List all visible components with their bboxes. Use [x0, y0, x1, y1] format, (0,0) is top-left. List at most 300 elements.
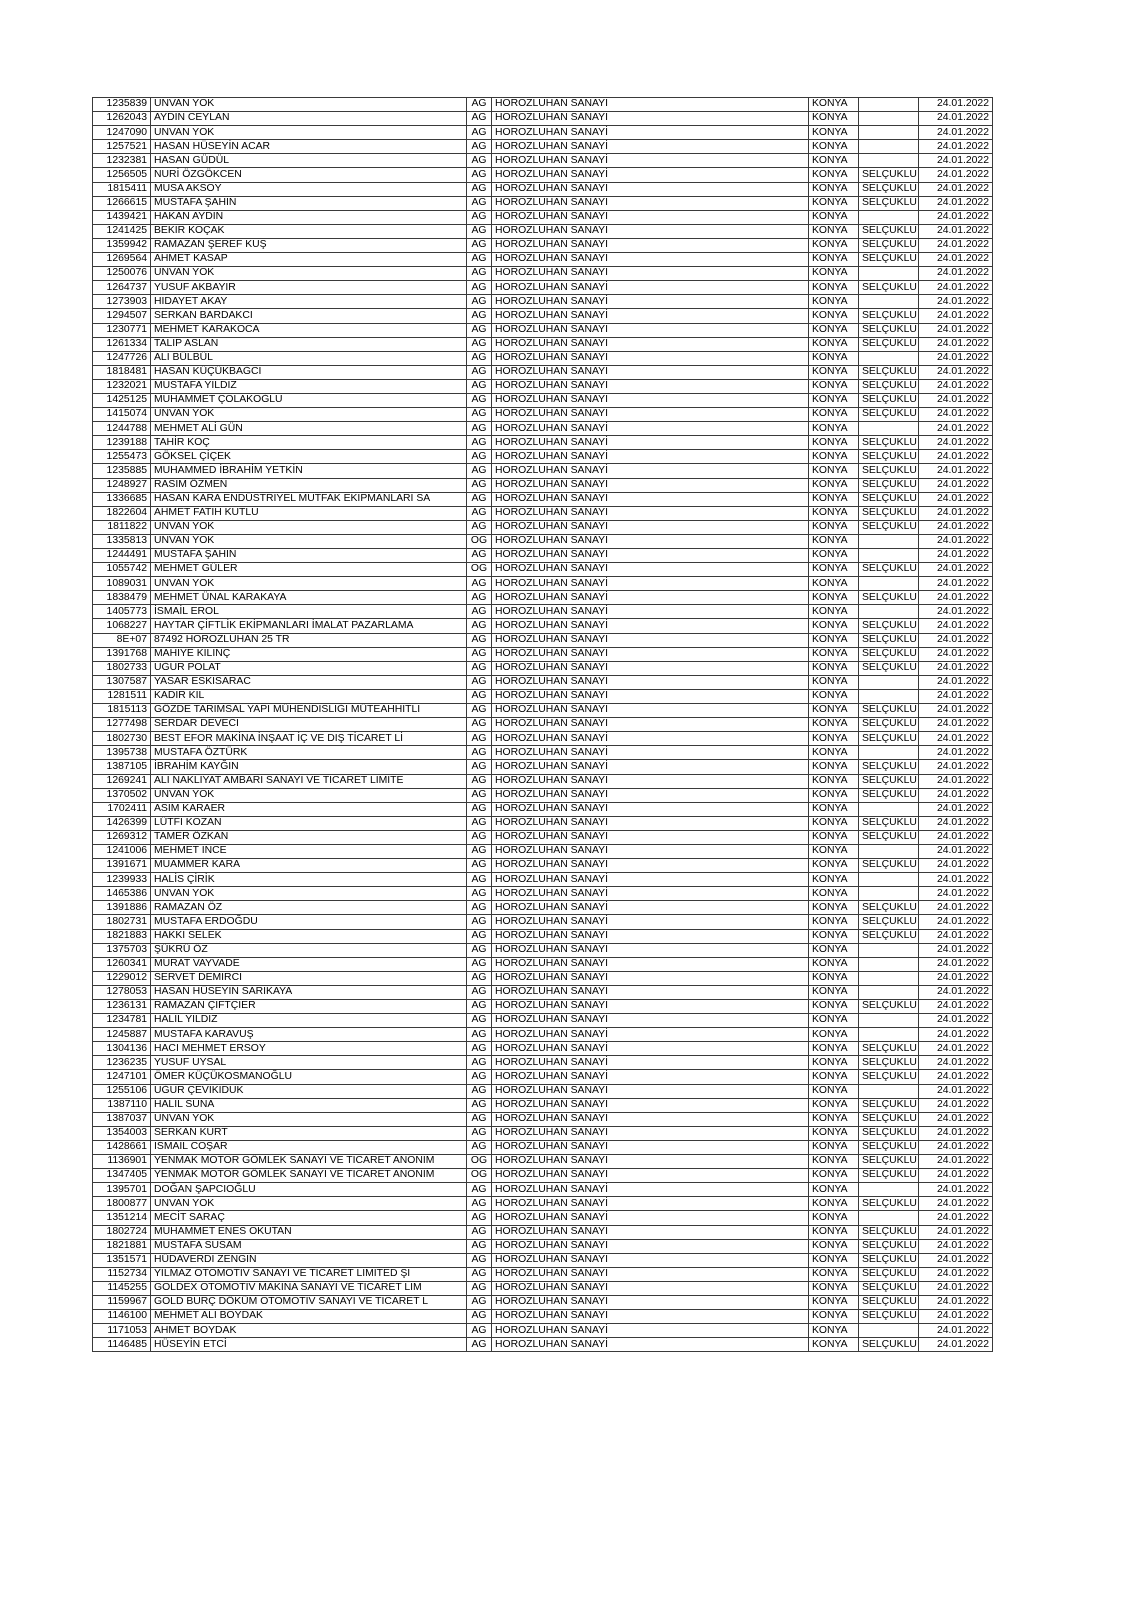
cell-id[interactable]: 1391768 — [93, 647, 151, 661]
cell-type[interactable]: AG — [467, 168, 492, 182]
cell-region[interactable]: HOROZLUHAN SANAYİ — [492, 1098, 809, 1112]
table-row[interactable] — [93, 365, 993, 379]
cell-district[interactable] — [859, 98, 919, 112]
cell-date[interactable]: 24.01.2022 — [919, 985, 993, 999]
cell-type[interactable]: AG — [467, 704, 492, 718]
cell-district[interactable]: SELÇUKLU — [859, 591, 919, 605]
cell-city[interactable]: KONYA — [809, 492, 859, 506]
cell-id[interactable]: 1294507 — [93, 309, 151, 323]
cell-region[interactable]: HOROZLUHAN SANAYİ — [492, 182, 809, 196]
cell-type[interactable]: AG — [467, 98, 492, 112]
cell-type[interactable]: AG — [467, 1225, 492, 1239]
table-row[interactable] — [93, 985, 993, 999]
cell-date[interactable]: 24.01.2022 — [919, 1239, 993, 1253]
cell-date[interactable]: 24.01.2022 — [919, 647, 993, 661]
cell-type[interactable]: AG — [467, 774, 492, 788]
cell-name[interactable]: UNVAN YOK — [151, 1112, 467, 1126]
cell-name[interactable]: HAKAN AYDIN — [151, 210, 467, 224]
cell-date[interactable]: 24.01.2022 — [919, 1338, 993, 1352]
cell-type[interactable]: AG — [467, 506, 492, 520]
cell-name[interactable]: HÜSEYİN ETCİ — [151, 1338, 467, 1352]
cell-id[interactable]: 1257521 — [93, 140, 151, 154]
cell-date[interactable]: 24.01.2022 — [919, 1310, 993, 1324]
cell-id[interactable]: 1802724 — [93, 1225, 151, 1239]
table-row[interactable] — [93, 957, 993, 971]
cell-city[interactable]: KONYA — [809, 436, 859, 450]
cell-region[interactable]: HOROZLUHAN SANAYİ — [492, 1225, 809, 1239]
cell-date[interactable]: 24.01.2022 — [919, 422, 993, 436]
cell-type[interactable]: AG — [467, 1197, 492, 1211]
table-row[interactable] — [93, 732, 993, 746]
table-row[interactable] — [93, 1042, 993, 1056]
cell-date[interactable]: 24.01.2022 — [919, 436, 993, 450]
cell-id[interactable]: 1273903 — [93, 295, 151, 309]
table-row[interactable] — [93, 971, 993, 985]
cell-region[interactable]: HOROZLUHAN SANAYİ — [492, 140, 809, 154]
cell-name[interactable]: AHMET BOYDAK — [151, 1324, 467, 1338]
table-row[interactable] — [93, 1014, 993, 1028]
cell-district[interactable]: SELÇUKLU — [859, 1126, 919, 1140]
cell-district[interactable]: SELÇUKLU — [859, 365, 919, 379]
cell-id[interactable]: 1145255 — [93, 1281, 151, 1295]
cell-type[interactable]: AG — [467, 140, 492, 154]
table-row[interactable] — [93, 873, 993, 887]
cell-name[interactable]: TAHİR KOÇ — [151, 436, 467, 450]
cell-date[interactable]: 24.01.2022 — [919, 168, 993, 182]
cell-date[interactable]: 24.01.2022 — [919, 563, 993, 577]
cell-type[interactable]: AG — [467, 422, 492, 436]
cell-district[interactable]: SELÇUKLU — [859, 1155, 919, 1169]
cell-city[interactable]: KONYA — [809, 1126, 859, 1140]
cell-name[interactable]: MEHMET GÜLER — [151, 563, 467, 577]
cell-region[interactable]: HOROZLUHAN SANAYİ — [492, 1155, 809, 1169]
cell-name[interactable]: HASAN GÜDÜL — [151, 154, 467, 168]
cell-type[interactable]: AG — [467, 788, 492, 802]
cell-name[interactable]: ŞÜKRÜ ÖZ — [151, 943, 467, 957]
cell-id[interactable]: 1089031 — [93, 577, 151, 591]
cell-date[interactable]: 24.01.2022 — [919, 675, 993, 689]
cell-type[interactable]: AG — [467, 1042, 492, 1056]
cell-city[interactable]: KONYA — [809, 760, 859, 774]
cell-name[interactable]: NURİ ÖZGÖKCEN — [151, 168, 467, 182]
cell-name[interactable]: UNVAN YOK — [151, 577, 467, 591]
table-row[interactable] — [93, 182, 993, 196]
table-row[interactable] — [93, 1211, 993, 1225]
cell-city[interactable]: KONYA — [809, 182, 859, 196]
cell-id[interactable]: 1241006 — [93, 844, 151, 858]
cell-region[interactable]: HOROZLUHAN SANAYİ — [492, 1014, 809, 1028]
cell-date[interactable]: 24.01.2022 — [919, 661, 993, 675]
cell-region[interactable]: HOROZLUHAN SANAYİ — [492, 901, 809, 915]
cell-region[interactable]: HOROZLUHAN SANAYİ — [492, 351, 809, 365]
cell-name[interactable]: DOĞAN ŞAPCIOĞLU — [151, 1183, 467, 1197]
cell-date[interactable]: 24.01.2022 — [919, 506, 993, 520]
cell-region[interactable]: HOROZLUHAN SANAYİ — [492, 1112, 809, 1126]
cell-date[interactable]: 24.01.2022 — [919, 98, 993, 112]
cell-city[interactable]: KONYA — [809, 647, 859, 661]
cell-district[interactable] — [859, 985, 919, 999]
cell-city[interactable]: KONYA — [809, 971, 859, 985]
cell-id[interactable]: 1359942 — [93, 238, 151, 252]
cell-date[interactable]: 24.01.2022 — [919, 309, 993, 323]
cell-city[interactable]: KONYA — [809, 577, 859, 591]
cell-name[interactable]: YENMAK MOTOR GÖMLEK SANAYİ VE TİCARET ANONİM — [151, 1169, 467, 1183]
cell-type[interactable]: AG — [467, 1183, 492, 1197]
cell-region[interactable]: HOROZLUHAN SANAYİ — [492, 647, 809, 661]
cell-date[interactable]: 24.01.2022 — [919, 788, 993, 802]
cell-type[interactable]: AG — [467, 1028, 492, 1042]
cell-id[interactable]: 1838479 — [93, 591, 151, 605]
table-row[interactable] — [93, 210, 993, 224]
cell-type[interactable]: AG — [467, 1310, 492, 1324]
cell-date[interactable]: 24.01.2022 — [919, 887, 993, 901]
cell-id[interactable]: 1255106 — [93, 1084, 151, 1098]
cell-district[interactable]: SELÇUKLU — [859, 309, 919, 323]
cell-type[interactable]: AG — [467, 337, 492, 351]
cell-region[interactable]: HOROZLUHAN SANAYİ — [492, 1056, 809, 1070]
table-row[interactable] — [93, 196, 993, 210]
cell-type[interactable]: AG — [467, 873, 492, 887]
cell-type[interactable]: AG — [467, 732, 492, 746]
cell-city[interactable]: KONYA — [809, 478, 859, 492]
cell-city[interactable]: KONYA — [809, 1197, 859, 1211]
cell-name[interactable]: RAMAZAN ŞEREF KUŞ — [151, 238, 467, 252]
cell-district[interactable]: SELÇUKLU — [859, 520, 919, 534]
cell-city[interactable]: KONYA — [809, 802, 859, 816]
cell-id[interactable]: 1247726 — [93, 351, 151, 365]
cell-name[interactable]: İSMAİL COŞAR — [151, 1140, 467, 1154]
cell-id[interactable]: 1811822 — [93, 520, 151, 534]
cell-region[interactable]: HOROZLUHAN SANAYİ — [492, 168, 809, 182]
cell-name[interactable]: UNVAN YOK — [151, 126, 467, 140]
cell-id[interactable]: 1278053 — [93, 985, 151, 999]
cell-region[interactable]: HOROZLUHAN SANAYİ — [492, 1239, 809, 1253]
cell-district[interactable]: SELÇUKLU — [859, 196, 919, 210]
cell-id[interactable]: 1247101 — [93, 1070, 151, 1084]
table-row[interactable] — [93, 1084, 993, 1098]
cell-city[interactable]: KONYA — [809, 196, 859, 210]
cell-city[interactable]: KONYA — [809, 351, 859, 365]
cell-date[interactable]: 24.01.2022 — [919, 549, 993, 563]
cell-region[interactable]: HOROZLUHAN SANAYİ — [492, 126, 809, 140]
cell-region[interactable]: HOROZLUHAN SANAYİ — [492, 689, 809, 703]
cell-region[interactable]: HOROZLUHAN SANAYİ — [492, 98, 809, 112]
cell-id[interactable]: 1802730 — [93, 732, 151, 746]
cell-city[interactable]: KONYA — [809, 774, 859, 788]
cell-name[interactable]: KADİR KIL — [151, 689, 467, 703]
cell-city[interactable]: KONYA — [809, 591, 859, 605]
cell-city[interactable]: KONYA — [809, 1112, 859, 1126]
cell-city[interactable]: KONYA — [809, 224, 859, 238]
cell-city[interactable]: KONYA — [809, 154, 859, 168]
cell-city[interactable]: KONYA — [809, 619, 859, 633]
cell-date[interactable]: 24.01.2022 — [919, 619, 993, 633]
table-row[interactable] — [93, 647, 993, 661]
cell-date[interactable]: 24.01.2022 — [919, 1070, 993, 1084]
cell-id[interactable]: 1235885 — [93, 464, 151, 478]
cell-name[interactable]: HACI MEHMET ERSOY — [151, 1042, 467, 1056]
cell-type[interactable]: AG — [467, 464, 492, 478]
cell-region[interactable]: HOROZLUHAN SANAYİ — [492, 154, 809, 168]
table-row[interactable] — [93, 393, 993, 407]
cell-region[interactable]: HOROZLUHAN SANAYİ — [492, 1140, 809, 1154]
table-row[interactable] — [93, 253, 993, 267]
cell-type[interactable]: AG — [467, 816, 492, 830]
cell-city[interactable]: KONYA — [809, 98, 859, 112]
cell-type[interactable]: AG — [467, 971, 492, 985]
cell-date[interactable]: 24.01.2022 — [919, 1084, 993, 1098]
cell-id[interactable]: 1235839 — [93, 98, 151, 112]
cell-id[interactable]: 1269312 — [93, 830, 151, 844]
cell-city[interactable]: KONYA — [809, 816, 859, 830]
cell-type[interactable]: AG — [467, 901, 492, 915]
cell-id[interactable]: 1244491 — [93, 549, 151, 563]
cell-district[interactable] — [859, 1211, 919, 1225]
cell-region[interactable]: HOROZLUHAN SANAYİ — [492, 549, 809, 563]
cell-date[interactable]: 24.01.2022 — [919, 534, 993, 548]
cell-name[interactable]: MUSTAFA YILDIZ — [151, 379, 467, 393]
cell-type[interactable]: AG — [467, 309, 492, 323]
cell-district[interactable]: SELÇUKLU — [859, 1295, 919, 1309]
cell-id[interactable]: 1229012 — [93, 971, 151, 985]
cell-district[interactable]: SELÇUKLU — [859, 323, 919, 337]
table-row[interactable] — [93, 633, 993, 647]
cell-region[interactable]: HOROZLUHAN SANAYİ — [492, 619, 809, 633]
cell-city[interactable]: KONYA — [809, 1267, 859, 1281]
cell-region[interactable]: HOROZLUHAN SANAYİ — [492, 774, 809, 788]
cell-date[interactable]: 24.01.2022 — [919, 929, 993, 943]
cell-date[interactable]: 24.01.2022 — [919, 408, 993, 422]
table-row[interactable] — [93, 112, 993, 126]
table-row[interactable] — [93, 323, 993, 337]
table-row[interactable] — [93, 718, 993, 732]
cell-date[interactable]: 24.01.2022 — [919, 337, 993, 351]
cell-date[interactable]: 24.01.2022 — [919, 196, 993, 210]
cell-type[interactable]: AG — [467, 661, 492, 675]
cell-type[interactable]: AG — [467, 549, 492, 563]
cell-region[interactable]: HOROZLUHAN SANAYİ — [492, 661, 809, 675]
cell-district[interactable]: SELÇUKLU — [859, 1281, 919, 1295]
cell-region[interactable]: HOROZLUHAN SANAYİ — [492, 238, 809, 252]
cell-type[interactable]: AG — [467, 1084, 492, 1098]
cell-district[interactable] — [859, 971, 919, 985]
cell-name[interactable]: MEHMET KARAKOCA — [151, 323, 467, 337]
cell-city[interactable]: KONYA — [809, 1310, 859, 1324]
cell-region[interactable]: HOROZLUHAN SANAYİ — [492, 633, 809, 647]
cell-district[interactable]: SELÇUKLU — [859, 661, 919, 675]
cell-name[interactable]: AHMET FATİH KUTLU — [151, 506, 467, 520]
table-row[interactable] — [93, 830, 993, 844]
cell-region[interactable]: HOROZLUHAN SANAYİ — [492, 224, 809, 238]
cell-type[interactable]: AG — [467, 379, 492, 393]
cell-id[interactable]: 1815113 — [93, 704, 151, 718]
cell-city[interactable]: KONYA — [809, 830, 859, 844]
cell-region[interactable]: HOROZLUHAN SANAYİ — [492, 1169, 809, 1183]
cell-name[interactable]: İBRAHİM KAYĞIN — [151, 760, 467, 774]
cell-date[interactable]: 24.01.2022 — [919, 1253, 993, 1267]
cell-type[interactable]: AG — [467, 281, 492, 295]
cell-id[interactable]: 1336685 — [93, 492, 151, 506]
cell-id[interactable]: 1230771 — [93, 323, 151, 337]
cell-city[interactable]: KONYA — [809, 901, 859, 915]
cell-date[interactable]: 24.01.2022 — [919, 323, 993, 337]
table-row[interactable] — [93, 464, 993, 478]
cell-date[interactable]: 24.01.2022 — [919, 281, 993, 295]
cell-city[interactable]: KONYA — [809, 929, 859, 943]
cell-type[interactable]: AG — [467, 957, 492, 971]
cell-date[interactable]: 24.01.2022 — [919, 520, 993, 534]
cell-type[interactable]: AG — [467, 450, 492, 464]
cell-name[interactable]: HASAN HÜSEYİN ACAR — [151, 140, 467, 154]
cell-city[interactable]: KONYA — [809, 563, 859, 577]
table-row[interactable] — [93, 1225, 993, 1239]
cell-city[interactable]: KONYA — [809, 859, 859, 873]
cell-date[interactable]: 24.01.2022 — [919, 1169, 993, 1183]
cell-type[interactable]: AG — [467, 887, 492, 901]
cell-city[interactable]: KONYA — [809, 295, 859, 309]
cell-district[interactable]: SELÇUKLU — [859, 1112, 919, 1126]
cell-date[interactable]: 24.01.2022 — [919, 464, 993, 478]
cell-city[interactable]: KONYA — [809, 140, 859, 154]
table-row[interactable] — [93, 267, 993, 281]
table-row[interactable] — [93, 98, 993, 112]
cell-district[interactable] — [859, 267, 919, 281]
cell-id[interactable]: 1415074 — [93, 408, 151, 422]
cell-city[interactable]: KONYA — [809, 534, 859, 548]
cell-district[interactable]: SELÇUKLU — [859, 436, 919, 450]
cell-city[interactable]: KONYA — [809, 1324, 859, 1338]
cell-name[interactable]: UNVAN YOK — [151, 267, 467, 281]
cell-id[interactable]: 1821883 — [93, 929, 151, 943]
cell-district[interactable]: SELÇUKLU — [859, 563, 919, 577]
cell-type[interactable]: AG — [467, 591, 492, 605]
cell-district[interactable]: SELÇUKLU — [859, 929, 919, 943]
cell-id[interactable]: 1375703 — [93, 943, 151, 957]
cell-city[interactable]: KONYA — [809, 267, 859, 281]
cell-id[interactable]: 1702411 — [93, 802, 151, 816]
table-row[interactable] — [93, 337, 993, 351]
cell-district[interactable]: SELÇUKLU — [859, 1140, 919, 1154]
cell-city[interactable]: KONYA — [809, 605, 859, 619]
table-row[interactable] — [93, 675, 993, 689]
table-row[interactable] — [93, 704, 993, 718]
cell-type[interactable]: AG — [467, 238, 492, 252]
cell-id[interactable]: 1236235 — [93, 1056, 151, 1070]
table-row[interactable] — [93, 901, 993, 915]
table-row[interactable] — [93, 140, 993, 154]
cell-id[interactable]: 1277498 — [93, 718, 151, 732]
cell-region[interactable]: HOROZLUHAN SANAYİ — [492, 520, 809, 534]
cell-name[interactable]: YUSUF UYSAL — [151, 1056, 467, 1070]
cell-region[interactable]: HOROZLUHAN SANAYİ — [492, 253, 809, 267]
cell-district[interactable]: SELÇUKLU — [859, 633, 919, 647]
table-row[interactable] — [93, 1183, 993, 1197]
cell-type[interactable]: AG — [467, 746, 492, 760]
cell-id[interactable]: 1800877 — [93, 1197, 151, 1211]
cell-name[interactable]: UNVAN YOK — [151, 534, 467, 548]
cell-id[interactable]: 1262043 — [93, 112, 151, 126]
table-row[interactable] — [93, 224, 993, 238]
cell-region[interactable]: HOROZLUHAN SANAYİ — [492, 1211, 809, 1225]
cell-city[interactable]: KONYA — [809, 393, 859, 407]
cell-name[interactable]: UĞUR ÇEVİKİDUK — [151, 1084, 467, 1098]
cell-city[interactable]: KONYA — [809, 408, 859, 422]
cell-district[interactable]: SELÇUKLU — [859, 492, 919, 506]
cell-type[interactable]: AG — [467, 675, 492, 689]
cell-district[interactable]: SELÇUKLU — [859, 830, 919, 844]
cell-type[interactable]: AG — [467, 802, 492, 816]
cell-name[interactable]: UNVAN YOK — [151, 520, 467, 534]
cell-district[interactable]: SELÇUKLU — [859, 760, 919, 774]
cell-region[interactable]: HOROZLUHAN SANAYİ — [492, 718, 809, 732]
cell-name[interactable]: YUSUF AKBAYIR — [151, 281, 467, 295]
cell-type[interactable]: AG — [467, 859, 492, 873]
cell-id[interactable]: 1250076 — [93, 267, 151, 281]
cell-region[interactable]: HOROZLUHAN SANAYİ — [492, 492, 809, 506]
cell-city[interactable]: KONYA — [809, 323, 859, 337]
cell-name[interactable]: YENMAK MOTOR GÖMLEK SANAYİ VE TİCARET ANONİM — [151, 1155, 467, 1169]
cell-city[interactable]: KONYA — [809, 450, 859, 464]
cell-date[interactable]: 24.01.2022 — [919, 1281, 993, 1295]
cell-region[interactable]: HOROZLUHAN SANAYİ — [492, 379, 809, 393]
table-row[interactable] — [93, 1155, 993, 1169]
table-row[interactable] — [93, 746, 993, 760]
cell-date[interactable]: 24.01.2022 — [919, 253, 993, 267]
cell-region[interactable]: HOROZLUHAN SANAYİ — [492, 830, 809, 844]
cell-district[interactable] — [859, 1324, 919, 1338]
cell-name[interactable]: HÜDAVERDİ ZENGİN — [151, 1253, 467, 1267]
cell-region[interactable]: HOROZLUHAN SANAYİ — [492, 1267, 809, 1281]
cell-city[interactable]: KONYA — [809, 337, 859, 351]
cell-city[interactable]: KONYA — [809, 1056, 859, 1070]
cell-district[interactable] — [859, 943, 919, 957]
cell-district[interactable]: SELÇUKLU — [859, 238, 919, 252]
cell-id[interactable]: 1260341 — [93, 957, 151, 971]
cell-name[interactable]: MUSA AKSOY — [151, 182, 467, 196]
cell-name[interactable]: MEHMET İNCE — [151, 844, 467, 858]
cell-name[interactable]: MURAT VAYVADE — [151, 957, 467, 971]
cell-type[interactable]: AG — [467, 393, 492, 407]
cell-district[interactable]: SELÇUKLU — [859, 1070, 919, 1084]
table-row[interactable] — [93, 379, 993, 393]
table-row[interactable] — [93, 1253, 993, 1267]
cell-city[interactable]: KONYA — [809, 1183, 859, 1197]
cell-district[interactable]: SELÇUKLU — [859, 464, 919, 478]
table-row[interactable] — [93, 168, 993, 182]
cell-date[interactable]: 24.01.2022 — [919, 365, 993, 379]
cell-name[interactable]: HAYTAR ÇİFTLİK EKİPMANLARI İMALAT PAZARLAMA — [151, 619, 467, 633]
cell-date[interactable]: 24.01.2022 — [919, 802, 993, 816]
table-row[interactable] — [93, 126, 993, 140]
cell-id[interactable]: 1255473 — [93, 450, 151, 464]
cell-region[interactable]: HOROZLUHAN SANAYİ — [492, 436, 809, 450]
cell-region[interactable]: HOROZLUHAN SANAYİ — [492, 788, 809, 802]
table-row[interactable] — [93, 887, 993, 901]
cell-date[interactable]: 24.01.2022 — [919, 901, 993, 915]
cell-type[interactable]: AG — [467, 1239, 492, 1253]
cell-name[interactable]: MUSTAFA SUSAM — [151, 1239, 467, 1253]
cell-district[interactable]: SELÇUKLU — [859, 281, 919, 295]
cell-city[interactable]: KONYA — [809, 746, 859, 760]
cell-type[interactable]: AG — [467, 929, 492, 943]
cell-district[interactable] — [859, 1084, 919, 1098]
cell-type[interactable]: AG — [467, 830, 492, 844]
cell-id[interactable]: 1239188 — [93, 436, 151, 450]
cell-id[interactable]: 1465386 — [93, 887, 151, 901]
cell-id[interactable]: 1234781 — [93, 1014, 151, 1028]
table-row[interactable] — [93, 1028, 993, 1042]
cell-date[interactable]: 24.01.2022 — [919, 1225, 993, 1239]
